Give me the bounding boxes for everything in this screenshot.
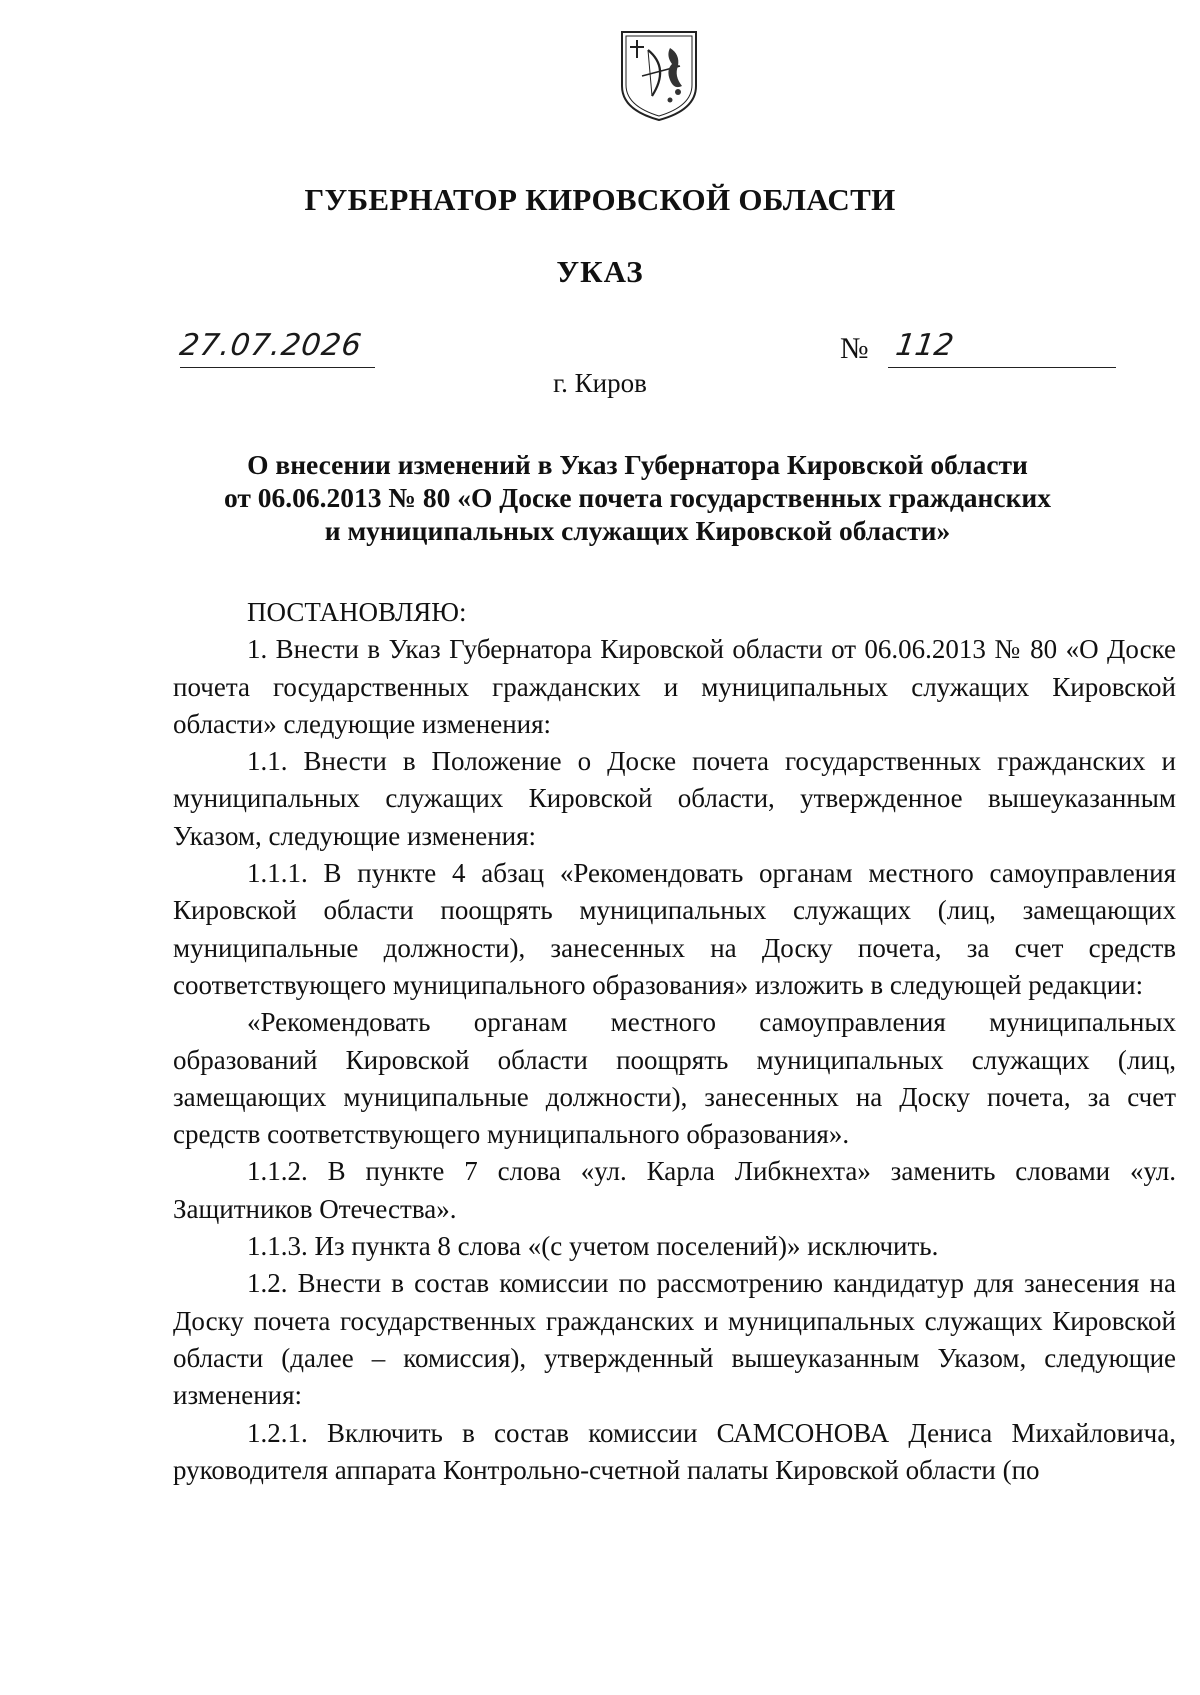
number-value: 112 — [893, 328, 956, 363]
document-type: УКАЗ — [556, 254, 644, 289]
paragraph: 1.1.3. Из пункта 8 слова «(с учетом поселений)» исключить. — [247, 1231, 939, 1262]
paragraph: 1.1. Внести в Положение о Доске почета государственных гражданских и муниципальных служащих Кировской области, утвержденное вышеуказанным Указом, следующие изменения: — [173, 746, 1176, 851]
title-line: и муниципальных служащих Кировской области» — [324, 515, 951, 546]
number-label: № — [840, 332, 869, 365]
issuing-authority: ГУБЕРНАТОР КИРОВСКОЙ ОБЛАСТИ — [304, 182, 896, 217]
document-body — [173, 594, 1176, 1489]
paragraph: 1.2. Внести в состав комиссии по рассмотрению кандидатур для занесения на Доску почета государственных гражданских и муниципальных служащих Кировской области (далее – комиссия), утвержденный вышеуказанным Указом, следующие изменения: — [173, 1268, 1176, 1411]
kirov-region-coat-of-arms-icon — [618, 28, 700, 124]
title-line: от 06.06.2013 № 80 «О Доске почета государственных гражданских — [223, 482, 1052, 513]
document-date — [177, 328, 380, 363]
paragraph: «Рекомендовать органам местного самоуправления муниципальных образований Кировской области поощрять муниципальных служащих (лиц, замещающих муниципальные должности), занесенных на Доску почета, за счет средств соответствующего муниципального образования». — [173, 1007, 1176, 1150]
paragraph: 1.1.1. В пункте 4 абзац «Рекомендовать органам местного самоуправления Кировской области поощрять муниципальных служащих (лиц, замещающих муниципальные должности), занесенных на Доску почета, за счет средств соответствующего муниципального образования» изложить в следующей редакции: — [173, 858, 1176, 1000]
title-line: О внесении изменений в Указ Губернатора Кировской области — [247, 449, 1028, 480]
place-of-issue: г. Киров — [553, 368, 647, 398]
document-title — [170, 448, 1105, 547]
paragraph: 1.1.2. В пункте 7 слова «ул. Карла Либкнехта» заменить словами «ул. Защитников Отечества». — [173, 1156, 1176, 1224]
date-value: 27.07.2026 — [177, 328, 365, 363]
decree-word: ПОСТАНОВЛЯЮ: — [247, 597, 467, 627]
paragraph: 1.2.1. Включить в состав комиссии САМСОНОВА Дениса Михайловича, руководителя аппарата Контрольно-счетной палаты Кировской области (по — [173, 1417, 1176, 1485]
paragraph: 1. Внести в Указ Губернатора Кировской области от 06.06.2013 № 80 «О Доске почета государственных гражданских и муниципальных служащих Кировской области» следующие изменения: — [173, 634, 1176, 739]
